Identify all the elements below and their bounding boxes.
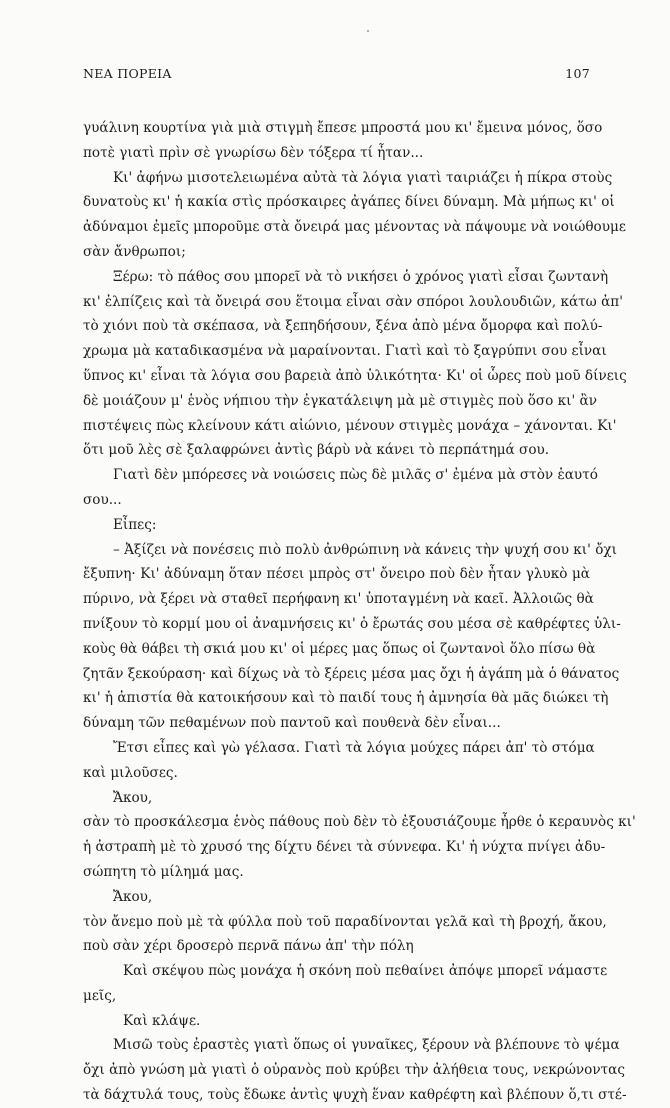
text-line: σὰν τὸ προσκάλεσμα ἑνὸς πάθους ποὺ δὲν τὸ ἐξουσιάζουμε ἦρθε ὁ κεραυνὸς κι' xyxy=(83,814,636,831)
text-line: τὰ δάχτυλά τους, τοὺς ἔδωκε ἀντὶς ψυχὴ ἕναν καθρέφτη καὶ βλέπουν ὅ,τι στέ- xyxy=(83,1087,627,1104)
text-line: Κι' ἀφήνω μισοτελειωμένα αὐτὰ τὰ λόγια γιατὶ ταιριάζει ἡ πίκρα στοὺς xyxy=(113,169,613,186)
text-line: Ἄκου, xyxy=(113,888,153,905)
text-line: χρωμα μὰ καταδικασμένα νὰ μαραίνονται. Γιατὶ καὶ τὸ ξαγρύπνι σου εἶναι xyxy=(83,343,607,360)
text-line: γυάλινη κουρτίνα γιὰ μιὰ στιγμὴ ἔπεσε μπροστά μου κι' ἔμεινα μόνος, ὅσο xyxy=(83,120,603,136)
text-line: ὕπνος κι' εἶναι τὰ λόγια σου βαρειὰ ἀπὸ ὑλικότητα· Κι' οἱ ὧρες ποὺ μοῦ δίνεις xyxy=(83,367,627,384)
text-line: καὶ μιλοῦσες. xyxy=(83,764,178,781)
text-line: ποὺ σὰν χέρι δροσερὸ περνᾶ πάνω ἀπ' τὴν πόλη xyxy=(83,938,414,955)
text-line: πνίξουν τὸ κορμί μου οἱ ἀναμνήσεις κι' ὁ ἔρωτάς σου μέσα σὲ καθρέφτες ὑλι- xyxy=(83,615,621,632)
text-line: κοὺς θὰ θάβει τὴ σκιά μου κι' οἱ μέρες μας ὅπως οἱ ζωντανοὶ ὅλο πίσω θὰ xyxy=(83,640,596,657)
text-line: Εἶπες: xyxy=(113,516,157,533)
text-line: Μισῶ τοὺς ἐραστὲς γιατὶ ὅπως οἱ γυναῖκες, ξέρουν νὰ βλέπουνε τὸ ψέμα xyxy=(113,1037,620,1054)
text-line: πιστέψεις πὼς κλείνουν κάτι αἰώνιο, μένουν στιγμὲς μονάχα – χάνονται. Κι' xyxy=(83,417,617,434)
text-line: σου... xyxy=(83,491,122,508)
text-line: δυνατοὺς κι' ἡ κακία στὶς πρόσκαιρες ἀγάπες δίνει δύναμη. Μὰ μήπως κι' οἱ xyxy=(83,194,615,211)
text-line: Ἄκου, xyxy=(113,789,153,806)
text-line: τὸν ἄνεμο ποὺ μὲ τὰ φύλλα ποὺ τοῦ παραδίνονται γελᾶ καὶ τὴ βροχή, ἄκου, xyxy=(83,913,607,930)
text-line: ζητᾶν ξεκούραση· καὶ δίχως νὰ τὸ ξέρεις μέσα μας ὄχι ἡ ἀγάπη μὰ ὁ θάνατος xyxy=(83,665,620,682)
text-line: Ἔτσι εἶπες καὶ γὼ γέλασα. Γιατὶ τὰ λόγια μούχες πάρει ἀπ' τὸ στόμα xyxy=(113,739,595,756)
text-line: πύρινο, νὰ ξέρει νὰ σταθεῖ περήφανη κι' ὑποταγμένη νὰ καεῖ. Ἀλλοιῶς θὰ xyxy=(83,591,594,608)
text-line: ποτὲ γιατὶ πρὶν σὲ γνωρίσω δὲν τόξερα τί ἦταν... xyxy=(83,144,424,161)
text-line: κι' ἐλπίζεις καὶ τὰ ὄνειρά σου ἕτοιμα εἶναι σὰν σπόροι λουλουδιῶν, κάτω ἀπ' xyxy=(83,293,623,310)
text-line: δύναμη τῶν πεθαμένων ποὺ παντοῦ καὶ πουθενὰ δὲν εἶναι... xyxy=(83,715,501,732)
text-line: σὰν ἄνθρωποι; xyxy=(83,243,186,260)
text-line: ὅτι μοῦ λὲς σὲ ξαλαφρώνει ἀντὶς βάρὺ νὰ κάνει τὸ περπάτημά σου. xyxy=(83,442,550,459)
text-line: ἡ ἀστραπὴ μὲ τὸ χρυσό της δίχτυ δένει τὰ σύννεφα. Κι' ἡ νύχτα πνίγει ἀδυ- xyxy=(83,839,606,856)
text-line: ἔξυπνη· Κι' ἀδύναμη ὅταν πέσει μπρὸς στ' ὄνειρο ποὺ δὲν ἦταν γλυκὸ μὰ xyxy=(83,566,590,583)
text-line: κι' ἡ ἀπιστία θὰ κατοικήσουν καὶ τὸ παιδί τους ἡ ἀμνησία θὰ μᾶς διώκει τὴ xyxy=(83,690,609,707)
speck xyxy=(367,30,369,32)
text-line: δὲ μοιάζουν μ' ἑνὸς νήπιου τὴν ἐγκατάλειψη μὰ μὲ στιγμὲς ποὺ ὅσο κι' ἂν xyxy=(83,392,598,409)
text-line: μεῖς, xyxy=(83,987,117,1004)
text-line: Ξέρω: τὸ πάθος σου μπορεῖ νὰ τὸ νικήσει ὁ χρόνος γιατὶ εἶσαι ζωντανὴ xyxy=(113,268,609,285)
text-line: ὄχι ἀπὸ γνώση μὰ γιατὶ ὁ οὐρανὸς ποὺ κρύβει τὴν ἀλήθεια τους, νεκρώνοντας xyxy=(83,1062,625,1079)
page-number: 107 xyxy=(565,66,590,81)
text-line: τὸ χιόνι ποὺ τὰ σκέπασα, νὰ ξεπηδήσουν, ξένα ἀπὸ μένα ὄμορφα καὶ πολύ- xyxy=(83,318,603,335)
page-body-text xyxy=(83,116,636,1108)
text-line: Γιατὶ δὲν μπόρεσες νὰ νοιώσεις πὼς δὲ μιλᾶς σ' ἐμένα μὰ στὸν ἑαυτό xyxy=(113,467,598,484)
text-line: Καὶ σκέψου πὼς μονάχα ἡ σκόνη ποὺ πεθαίνει ἀπόψε μπορεῖ νάμαστε xyxy=(123,963,608,980)
text-line: ἀδύναμοι ἐμεῖς μποροῦμε στὰ ὄνειρά μας μένοντας νὰ πάψουμε νὰ νοιώθουμε xyxy=(83,219,626,236)
text-line: – Ἀξίζει νὰ πονέσεις πιὸ πολὺ ἀνθρώπινη νὰ κάνεις τὴν ψυχή σου κι' ὄχι xyxy=(113,541,617,558)
running-title: ΝΕΑ ΠΟΡΕΙΑ xyxy=(83,66,172,81)
text-line: σώπητη τὸ μίλημά μας. xyxy=(83,863,244,880)
text-line: Καὶ κλάψε. xyxy=(123,1012,201,1029)
